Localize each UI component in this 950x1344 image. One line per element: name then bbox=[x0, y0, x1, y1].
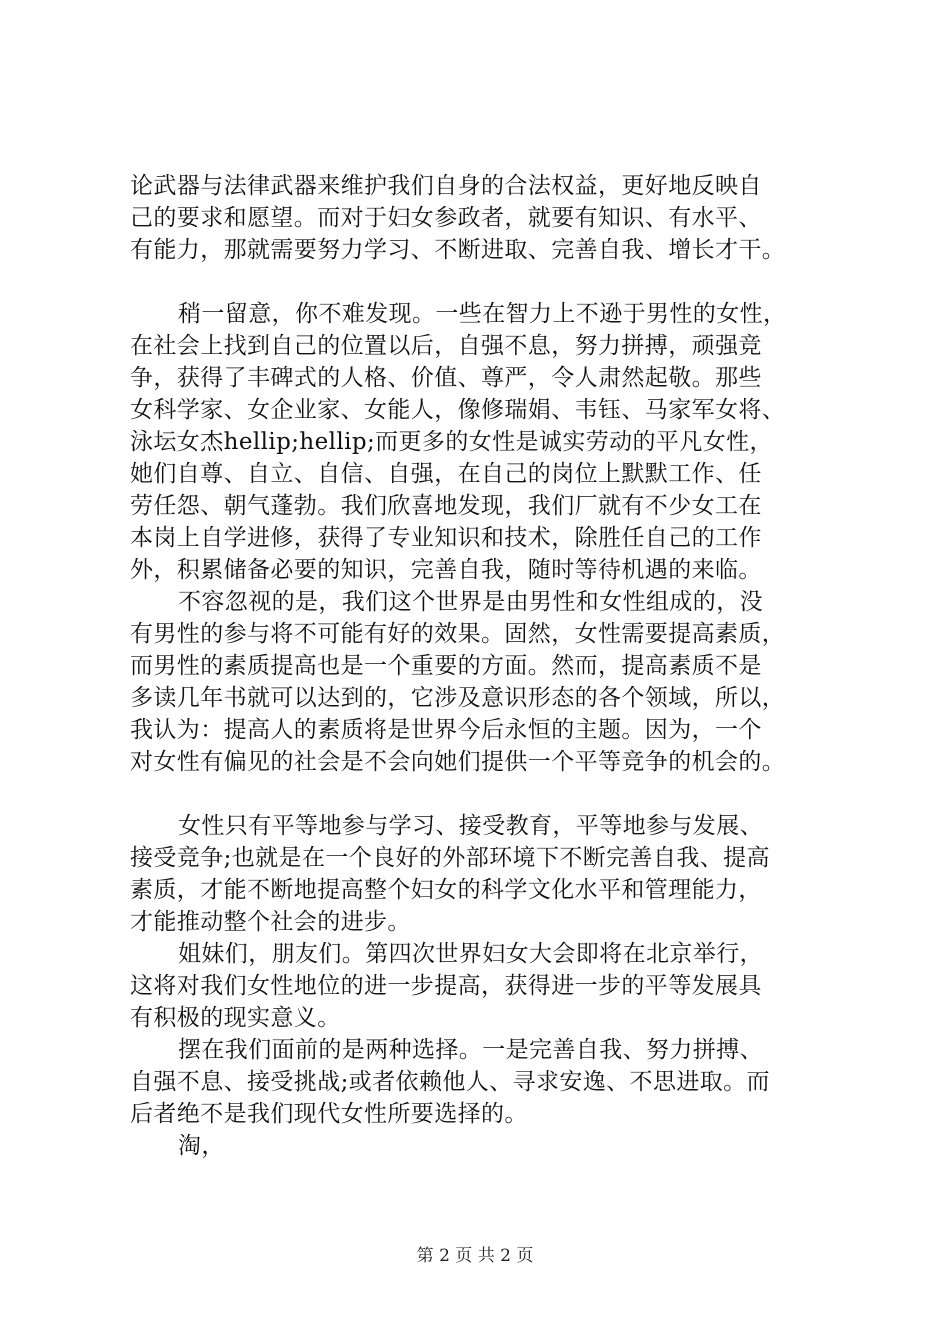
text-line: 争，获得了丰碑式的人格、价值、尊严，令人肃然起敬。那些 bbox=[130, 365, 762, 391]
text-line: 姐妹们，朋友们。第四次世界妇女大会即将在北京举行， bbox=[178, 941, 763, 967]
text-line: 自强不息、接受挑战;或者依赖他人、寻求安逸、不思进取。而 bbox=[130, 1069, 770, 1095]
text-line: 摆在我们面前的是两种选择。一是完善自我、努力拼搏、 bbox=[178, 1037, 763, 1063]
text-line: 稍一留意，你不难发现。一些在智力上不逊于男性的女性， bbox=[178, 301, 787, 327]
paragraph-1 bbox=[130, 170, 830, 266]
text-line: 而男性的素质提高也是一个重要的方面。然而，提高素质不是 bbox=[130, 653, 762, 679]
text-line: 己的要求和愿望。而对于妇女参政者，就要有知识、有水平、 bbox=[130, 205, 762, 231]
text-line: 有能力，那就需要努力学习、不断进取、完善自我、增长才干。 bbox=[130, 237, 786, 263]
text-line: 女性只有平等地参与学习、接受教育，平等地参与发展、 bbox=[178, 813, 763, 839]
text-line: 论武器与法律武器来维护我们自身的合法权益，更好地反映自 bbox=[130, 173, 762, 199]
paragraph-gap bbox=[130, 266, 830, 298]
text-line: 我认为：提高人的素质将是世界今后永恒的主题。因为，一个 bbox=[130, 717, 762, 743]
document-body bbox=[130, 170, 830, 1162]
paragraph-5 bbox=[130, 938, 830, 1034]
text-line: 素质，才能不断地提高整个妇女的科学文化水平和管理能力， bbox=[130, 877, 762, 903]
paragraph-4 bbox=[130, 810, 830, 938]
text-line: 泳坛女杰hellip;hellip;而更多的女性是诚实劳动的平凡女性， bbox=[130, 429, 773, 455]
text-line: 不容忽视的是，我们这个世界是由男性和女性组成的，没 bbox=[178, 589, 763, 615]
paragraph-3 bbox=[130, 586, 830, 778]
paragraph-gap bbox=[130, 778, 830, 810]
paragraph-2 bbox=[130, 298, 830, 586]
text-line: 多读几年书就可以达到的，它涉及意识形态的各个领域，所以， bbox=[130, 685, 786, 711]
text-line: 有男性的参与将不可能有好的效果。固然，女性需要提高素质， bbox=[130, 621, 786, 647]
text-line: 在社会上找到自己的位置以后，自强不息，努力拼搏，顽强竞 bbox=[130, 333, 762, 359]
text-line: 淘， bbox=[178, 1133, 225, 1159]
text-line: 后者绝不是我们现代女性所要选择的。 bbox=[130, 1101, 528, 1127]
paragraph-7 bbox=[130, 1130, 830, 1162]
text-line: 有积极的现实意义。 bbox=[130, 1005, 341, 1031]
text-line: 对女性有偏见的社会是不会向她们提供一个平等竞争的机会的。 bbox=[130, 749, 786, 775]
text-line: 接受竞争;也就是在一个良好的外部环境下不断完善自我、提高 bbox=[130, 845, 770, 871]
text-line: 才能推动整个社会的进步。 bbox=[130, 909, 411, 935]
paragraph-6 bbox=[130, 1034, 830, 1130]
text-line: 女科学家、女企业家、女能人，像修瑞娟、韦钰、马家军女将、 bbox=[130, 397, 786, 423]
text-line: 这将对我们女性地位的进一步提高，获得进一步的平等发展具 bbox=[130, 973, 762, 999]
text-line: 本岗上自学进修，获得了专业知识和技术，除胜任自己的工作 bbox=[130, 525, 762, 551]
page-number-footer: 第 2 页 共 2 页 bbox=[416, 1246, 534, 1266]
text-line: 劳任怨、朝气蓬勃。我们欣喜地发现，我们厂就有不少女工在 bbox=[130, 493, 762, 519]
text-line: 她们自尊、自立、自信、自强，在自己的岗位上默默工作、任 bbox=[130, 461, 762, 487]
text-line: 外，积累储备必要的知识，完善自我，随时等待机遇的来临。 bbox=[130, 557, 762, 583]
